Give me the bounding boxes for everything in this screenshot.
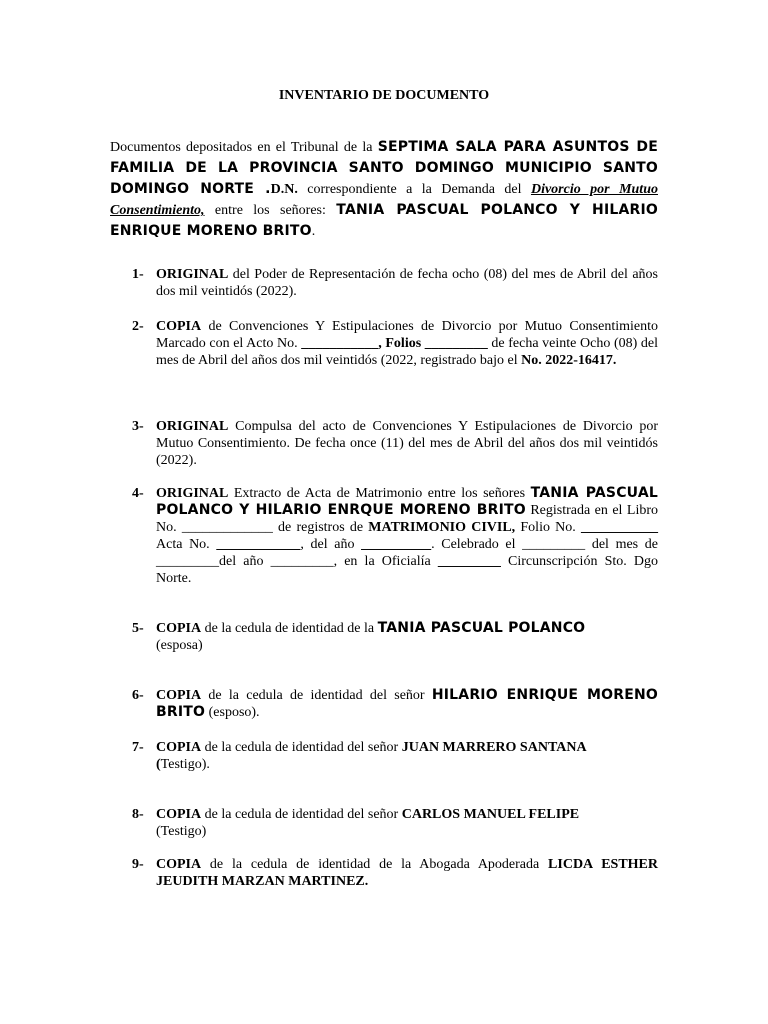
- item-label: COPIA: [156, 740, 202, 755]
- item-label: COPIA: [156, 688, 202, 703]
- item-number: 1-: [132, 267, 144, 282]
- item-number: 4-: [132, 486, 144, 501]
- item-label: COPIA: [156, 807, 202, 822]
- item-label: COPIA: [156, 319, 202, 334]
- intro-text-1: Documentos depositados en el Tribunal de la: [110, 140, 373, 155]
- item-body: [156, 806, 658, 840]
- item-text: Testigo).: [160, 757, 210, 772]
- item-text: de Convenciones Y Estipulaciones de Divorcio por Mutuo Consentimiento Marcado con el Acto No.: [156, 319, 658, 351]
- item-text: de la cedula de identidad del señor: [201, 807, 402, 822]
- paren-open: (: [156, 757, 161, 772]
- person-name: TANIA PASCUAL POLANCO: [377, 620, 586, 636]
- item-text: . Celebrado el _________ del mes de _________del año _________, en la Oficialía: [156, 537, 658, 569]
- document-title: INVENTARIO DE DOCUMENTO: [278, 88, 490, 103]
- item-body: [156, 620, 658, 654]
- item-number: 6-: [132, 688, 144, 703]
- person-name: CARLOS MANUEL FELIPE: [401, 807, 580, 822]
- item-text: (Testigo): [156, 824, 207, 839]
- item-text: Acta No.: [156, 537, 217, 552]
- item-body: [156, 418, 658, 469]
- item-text: de la cedula de identidad del señor: [201, 740, 402, 755]
- list-item: [110, 318, 658, 369]
- list-item: [110, 620, 658, 654]
- item-body: [156, 687, 658, 721]
- list-item: [110, 418, 658, 469]
- intro-text-3: entre los señores:: [204, 203, 337, 218]
- act-folio-blanks: ___________, Folios _________: [301, 336, 488, 351]
- list-item: [110, 687, 658, 721]
- item-body: [156, 318, 658, 369]
- item-number: 2-: [132, 319, 144, 334]
- item-text: , del año: [300, 537, 362, 552]
- case-type: Divorcio por Mutuo Consentimiento,: [110, 182, 658, 218]
- folio-blank: ___________: [580, 520, 658, 535]
- item-text: (esposa): [156, 638, 203, 653]
- item-body: [156, 266, 658, 300]
- person-name: LICDA ESTHER JEUDITH MARZAN MARTINEZ.: [156, 857, 658, 889]
- item-text: de la cedula de identidad de la Abogada Apoderada: [201, 857, 549, 872]
- item-number: 8-: [132, 807, 144, 822]
- spouses-names: TANIA PASCUAL POLANCO Y HILARIO ENRQUE MORENO BRITO: [156, 485, 658, 518]
- intro-text-2: correspondiente a la Demanda del: [297, 182, 531, 197]
- item-label: ORIGINAL: [156, 419, 229, 434]
- list-item: [110, 266, 658, 300]
- item-label: COPIA: [156, 857, 202, 872]
- court-name: SEPTIMA SALA PARA ASUNTOS DE FAMILIA DE LA PROVINCIA SANTO DOMINGO MUNICIPIO SANTO DOMINGO NORTE .: [110, 139, 659, 197]
- item-text: Registrada en el Libro No. _____________ de registros de: [156, 503, 658, 535]
- intro-end: .: [311, 224, 316, 239]
- item-label: COPIA: [156, 621, 202, 636]
- dn-label: D.N.: [270, 182, 298, 197]
- item-text: de la cedula de identidad de la: [201, 621, 378, 636]
- year-blank: __________: [361, 537, 432, 552]
- civil-marriage-label: MATRIMONIO CIVIL,: [368, 520, 516, 535]
- item-number: 9-: [132, 857, 144, 872]
- item-label: ORIGINAL: [156, 267, 229, 282]
- list-item: [110, 485, 658, 587]
- list-item: [110, 739, 658, 773]
- item-text: del Poder de Representación de fecha ocho (08) del mes de Abril del años dos mil veintidós (2022).: [156, 267, 658, 299]
- list-item: [110, 856, 658, 890]
- item-text: Compulsa del acto de Convenciones Y Estipulaciones de Divorcio por Mutuo Consentimiento. De fecha once (11) del mes de Abril del años dos mil veintidós (2022).: [156, 419, 658, 468]
- item-text: Folio No.: [515, 520, 581, 535]
- acta-blank: ____________: [216, 537, 301, 552]
- list-item: [110, 806, 658, 840]
- item-text: de la cedula de identidad del señor: [201, 688, 432, 703]
- item-number: 7-: [132, 740, 144, 755]
- parties-names: TANIA PASCUAL POLANCO Y HILARIO ENRIQUE MORENO BRITO: [110, 202, 658, 239]
- item-body: [156, 739, 658, 773]
- item-text: de fecha veinte Ocho (08) del mes de Abril del años dos mil veintidós (2022, registrado bajo el: [156, 336, 659, 368]
- person-name: JUAN MARRERO SANTANA: [401, 740, 587, 755]
- item-text: (esposo).: [205, 705, 260, 720]
- item-body: [156, 485, 658, 587]
- item-number: 5-: [132, 621, 144, 636]
- item-text: Circunscripción Sto. Dgo Norte.: [156, 554, 658, 586]
- item-body: [156, 856, 658, 890]
- item-number: 3-: [132, 419, 144, 434]
- office-blank: _________: [437, 554, 501, 569]
- person-name: HILARIO ENRIQUE MORENO BRITO: [156, 687, 658, 720]
- registration-number: No. 2022-16417.: [521, 353, 617, 368]
- intro-paragraph: [110, 137, 658, 242]
- item-label: ORIGINAL: [156, 486, 229, 501]
- item-text: Extracto de Acta de Matrimonio entre los señores: [228, 486, 531, 501]
